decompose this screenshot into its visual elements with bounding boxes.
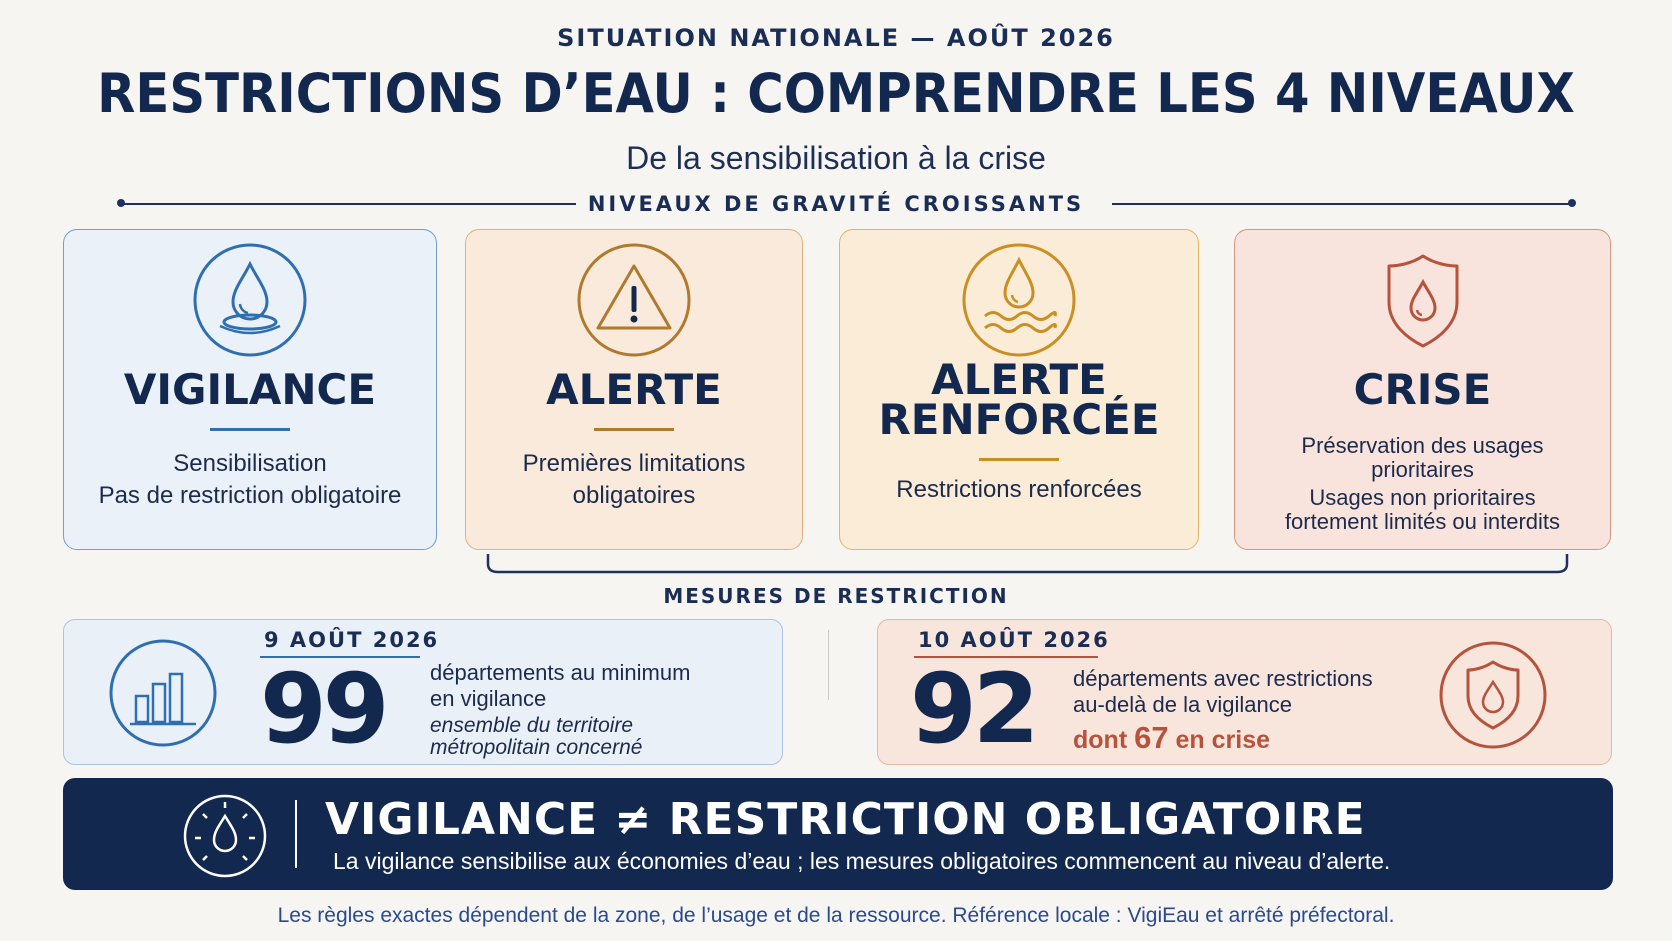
stat-date: 10 AOÛT 2026 <box>918 628 1110 652</box>
level-description <box>848 474 1190 506</box>
stat-note-line: ensemble du territoire <box>430 714 634 737</box>
level-description <box>1243 434 1602 534</box>
stat-line: au-delà de la vigilance <box>1073 692 1292 717</box>
shield-drop-icon <box>1438 640 1548 750</box>
stat-note <box>430 715 642 759</box>
water-drop-waves-icon <box>961 242 1077 358</box>
level-name-line: ALERTE <box>931 355 1107 404</box>
level-rule <box>210 428 290 431</box>
stat-description <box>1073 666 1373 718</box>
stat-description <box>430 660 690 712</box>
level-card-alerte-renforcee <box>839 229 1199 550</box>
level-description <box>72 448 428 512</box>
stat-line: en vigilance <box>430 686 547 711</box>
page-title: RESTRICTIONS D’EAU : COMPRENDRE LES 4 NIVEAUX <box>97 62 1575 125</box>
level-card-vigilance <box>63 229 437 550</box>
banner-text: La vigilance sensibilise aux économies d’eau ; les mesures obligatoires commencent au niveau d’alerte. <box>333 848 1391 874</box>
water-drop-ripple-icon <box>192 242 308 358</box>
desc-line: Sensibilisation <box>173 450 327 477</box>
section-label: NIVEAUX DE GRAVITÉ CROISSANTS <box>587 192 1085 216</box>
desc-line: obligatoires <box>572 482 696 509</box>
stat-date: 9 AOÛT 2026 <box>264 628 440 652</box>
stat-card-restrictions <box>877 619 1612 765</box>
stat-card-vigilance <box>63 619 783 765</box>
restriction-brace <box>480 552 1575 580</box>
bar-chart-icon <box>108 638 218 748</box>
desc-line: Restrictions renforcées <box>896 476 1142 503</box>
crisis-suffix: en crise <box>1175 726 1271 754</box>
crisis-count <box>1073 720 1270 756</box>
desc-line: Usages non prioritaires <box>1309 485 1536 510</box>
crisis-number: 67 <box>1134 720 1169 755</box>
desc-line: prioritaires <box>1371 457 1474 482</box>
level-card-crise <box>1234 229 1611 550</box>
level-card-alerte <box>465 229 803 550</box>
page-subtitle: De la sensibilisation à la crise <box>626 140 1046 176</box>
restriction-label: MESURES DE RESTRICTION <box>663 584 1009 608</box>
divider-dot-right <box>1568 199 1576 207</box>
level-rule <box>594 428 674 431</box>
level-name-line: RENFORCÉE <box>878 395 1160 444</box>
level-name: VIGILANCE <box>123 365 377 414</box>
key-message-banner <box>63 778 1613 890</box>
stat-line: départements au minimum <box>430 660 691 685</box>
stat-note-line: métropolitain concerné <box>430 736 643 759</box>
stat-number: 92 <box>910 653 1036 765</box>
level-name <box>840 355 1198 444</box>
water-drop-sparkle-icon <box>181 792 269 880</box>
footnote: Les règles exactes dépendent de la zone, de l’usage et de la ressource. Référence locale : VigiEau et arrêté préfectoral. <box>277 904 1395 927</box>
banner-divider <box>295 800 297 868</box>
level-name: CRISE <box>1353 365 1492 414</box>
banner-title: VIGILANCE ≠ RESTRICTION OBLIGATOIRE <box>325 794 1366 845</box>
desc-line: Pas de restriction obligatoire <box>98 482 402 509</box>
stat-number: 99 <box>260 653 386 765</box>
eyebrow-text: SITUATION NATIONALE — AOÛT 2026 <box>557 24 1115 52</box>
stat-line: départements avec restrictions <box>1073 666 1373 691</box>
shield-drop-icon <box>1365 242 1481 358</box>
stat-separator <box>828 630 829 700</box>
desc-line: Préservation des usages <box>1301 433 1544 458</box>
crisis-prefix: dont <box>1073 726 1128 754</box>
divider-line-right <box>1112 203 1572 205</box>
warning-triangle-icon <box>576 242 692 358</box>
desc-line: Premières limitations <box>522 450 746 477</box>
level-rule <box>979 458 1059 461</box>
desc-line: fortement limités ou interdits <box>1284 509 1561 534</box>
level-description <box>474 448 794 512</box>
level-name: ALERTE <box>546 365 722 414</box>
